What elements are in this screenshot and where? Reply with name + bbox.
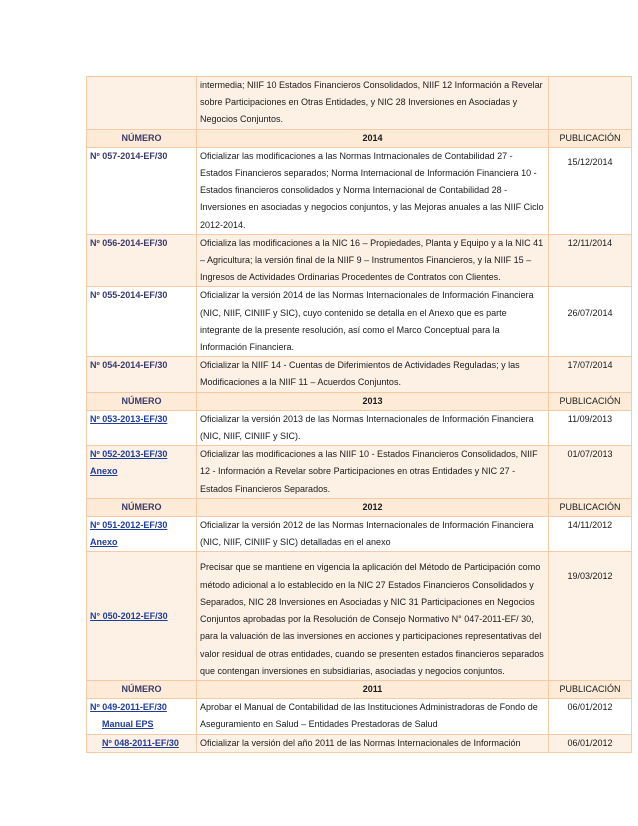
date-text: 26/07/2014	[567, 308, 613, 319]
table-row	[87, 446, 632, 499]
row-description: intermedia; NIIF 10 Estados Financieros Consolidados, NIIF 12 Información a Revelar sobre Participaciones en Otras Entidades, y NIC 28 Inversiones en Asociadas y Negocios Conjuntos.	[197, 77, 549, 130]
table-row	[87, 517, 632, 552]
resolution-number	[87, 446, 197, 499]
row-description: Oficializar la versión 2014 de las Normas Internacionales de Información Financiera (NIC, NIIF, CINIIF y SIC), cuyo contenido se detalla en el Anexo que es parte integrante de la presente resolución, así como el Marco Conceptual para la Información Financiera.	[197, 287, 549, 357]
date-text: 19/03/2012	[567, 571, 613, 582]
row-description: Aprobar el Manual de Contabilidad de las Instituciones Administradoras de Fondo de Aseguramiento en Salud – Entidades Prestadoras de Salud	[197, 699, 549, 734]
publication-date: 11/09/2013	[549, 410, 632, 445]
description-text: Precisar que se mantiene en vigencia la aplicación del Método de Participación como método adicional a lo establecido en la NIC 27 Estados Financieros Consolidados y Separados, NIC 28 Inversiones en Asociadas y NIC 31 Participaciones en Negocios Conjuntos aprobadas por la Resolución de Consejo Normativo N° 047-2011-EF/ 30, para la valuación de las inversiones en acciones y participaciones representativas del valor residual de otras entidades, cuando se presenten estados financieros separados que contengan inversiones en subsidiarias, asociadas y negocios conjuntos.	[200, 562, 544, 676]
anexo-link[interactable]: Anexo	[90, 537, 118, 548]
numero-header: NÚMERO	[87, 392, 197, 410]
row-description: Oficializar la NIIF 14 - Cuentas de Diferimientos de Actividades Reguladas; y las Modificaciones a la NIIF 11 – Acuerdos Conjuntos.	[197, 357, 549, 392]
resolution-link[interactable]: Nº 052-2013-EF/30	[90, 449, 168, 460]
resolution-link[interactable]: Nº 053-2013-EF/30	[90, 413, 168, 424]
publication-date	[549, 147, 632, 234]
publication-date: 12/11/2014	[549, 234, 632, 287]
row-description	[197, 552, 549, 680]
empty-cell	[87, 77, 197, 130]
year-header-row	[87, 498, 632, 516]
year-2012-header: 2012	[197, 498, 549, 516]
publication-date: 06/01/2012	[549, 734, 632, 752]
table-row	[87, 357, 632, 392]
date-text: 15/12/2014	[567, 156, 613, 167]
row-description: Oficializar la versión 2013 de las Normas Internacionales de Información Financiera (NIC, NIIF, CINIIF y SIC).	[197, 410, 549, 445]
numero-header: NÚMERO	[87, 680, 197, 698]
resolution-number: Nº 055-2014-EF/30	[87, 287, 197, 357]
numero-header: NÚMERO	[87, 498, 197, 516]
year-header-row	[87, 129, 632, 147]
row-description: Oficializa las modificaciones a la NIC 16 – Propiedades, Planta y Equipo y a la NIC 41 – Agricultura; la versión final de la NIIF 9 – Instrumentos Financieros, y la NIIF 15 – Ingresos de Actividades Ordinarias Procedentes de Contratos con Clientes.	[197, 234, 549, 287]
table-row	[87, 234, 632, 287]
table-row	[87, 77, 632, 130]
resolution-number	[87, 734, 197, 752]
table-row	[87, 410, 632, 445]
resolution-number	[87, 517, 197, 552]
publicacion-header: PUBLICACIÓN	[549, 129, 632, 147]
publication-date: 14/11/2012	[549, 517, 632, 552]
empty-cell	[549, 77, 632, 130]
resolution-link[interactable]: Nº 048-2011-EF/30	[102, 737, 179, 748]
resolution-link[interactable]: Nº 051-2012-EF/30	[90, 520, 168, 531]
anexo-link[interactable]: Anexo	[90, 466, 118, 477]
row-description: Oficializar la versión 2012 de las Normas Internacionales de Información Financiera (NIC, NIIF, CINIIF y SIC) detalladas en el anexo	[197, 517, 549, 552]
year-2013-header: 2013	[197, 392, 549, 410]
resolution-link[interactable]: N° 050-2012-EF/30	[90, 610, 168, 621]
year-2011-header: 2011	[197, 680, 549, 698]
publication-date: 17/07/2014	[549, 357, 632, 392]
row-description: Oficializar las modificaciones a las Normas Intrnacionales de Contabilidad 27 - Estados Financieros separados; Norma Internacional de Información Financiera 10 - Estados financieros consolidados y Norma Internacional de Contabilidad 28 - Inversiones en asociadas y negocios conjuntos, y las Mejoras anuales a las NIIF Ciclo 2012-2014.	[197, 147, 549, 234]
table-row	[87, 699, 632, 734]
publication-date: 01/07/2013	[549, 446, 632, 499]
resolution-number: Nº 057-2014-EF/30	[87, 147, 197, 234]
year-header-row	[87, 680, 632, 698]
publicacion-header: PUBLICACIÓN	[549, 498, 632, 516]
manual-eps-link[interactable]: Manual EPS	[102, 719, 154, 730]
row-description: Oficializar la versión del año 2011 de las Normas Internacionales de Información	[197, 734, 549, 752]
table-row	[87, 552, 632, 680]
numero-header: NÚMERO	[87, 129, 197, 147]
year-header-row	[87, 392, 632, 410]
resolutions-table	[86, 76, 632, 753]
resolution-number: Nº 054-2014-EF/30	[87, 357, 197, 392]
table-row	[87, 287, 632, 357]
row-description: Oficializar las modificaciones a las NIIF 10 - Estados Financieros Consolidados, NIIF 12 - Información a Revelar sobre Participaciones en otras Entidades y NIC 27 - Estados Financieros Separados.	[197, 446, 549, 499]
publication-date	[549, 287, 632, 357]
resolution-link[interactable]: Nº 049-2011-EF/30	[90, 702, 167, 713]
resolution-number	[87, 552, 197, 680]
publication-date	[549, 552, 632, 680]
resolution-number	[87, 699, 197, 734]
table-row	[87, 147, 632, 234]
year-2014-header: 2014	[197, 129, 549, 147]
publication-date: 06/01/2012	[549, 699, 632, 734]
publicacion-header: PUBLICACIÓN	[549, 680, 632, 698]
resolution-number: Nº 056-2014-EF/30	[87, 234, 197, 287]
resolution-number	[87, 410, 197, 445]
publicacion-header: PUBLICACIÓN	[549, 392, 632, 410]
table-row	[87, 734, 632, 752]
